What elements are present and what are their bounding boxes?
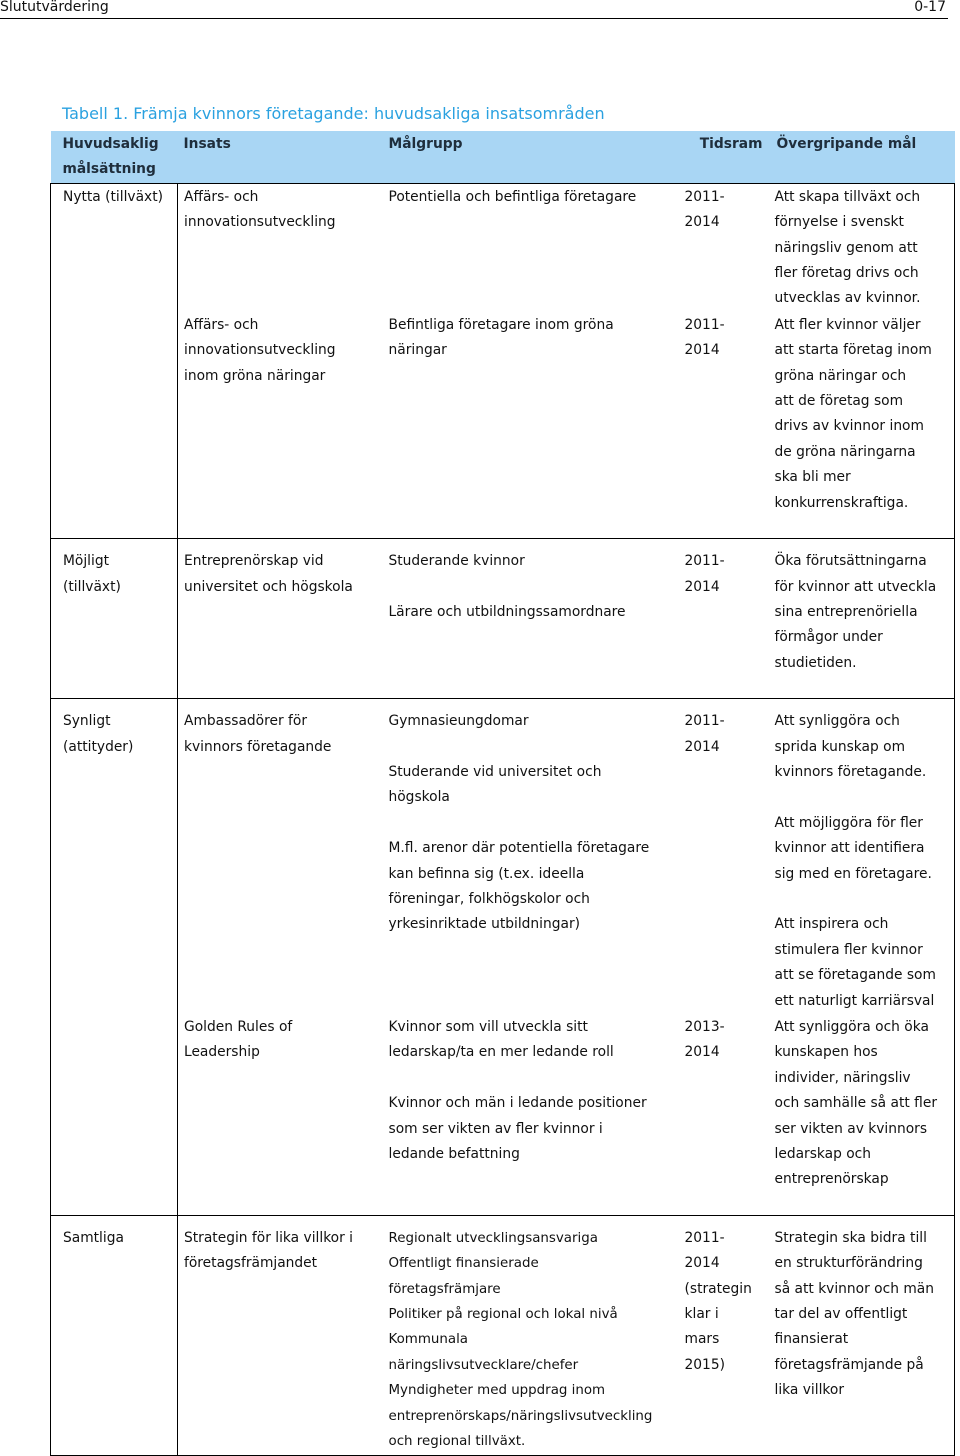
mal-cell: Att fler kvinnor väljer att starta företag inom gröna näringar och att de företag som drivs av kvinnor inom de gröna näringarna ska bli mer konkurrenskraftiga. [769, 312, 955, 539]
page-number: 0-17 [914, 0, 946, 15]
goal-cell: Samtliga [51, 1215, 178, 1455]
document-title: Slututvärdering [0, 0, 109, 15]
column-header-malgrupp: Målgrupp [383, 131, 679, 183]
tidsram-cell: 2011- 2014 (strategin klar i mars 2015) [679, 1215, 769, 1455]
mal-cell: Öka förutsättningarna för kvinnor att utveckla sina entreprenöriella förmågor under studietiden. [769, 539, 955, 699]
goal-cell: Synligt (attityder) [51, 699, 178, 1216]
insatsomraden-table [50, 131, 955, 1456]
insats-cell: Strategin för lika villkor i företagsfrämjandet [178, 1215, 383, 1455]
header-divider [0, 18, 948, 19]
column-header-tidsram: Tidsram [679, 131, 769, 183]
insats-cell: Ambassadörer för kvinnors företagande [178, 699, 383, 1014]
malgrupp-cell: Regionalt utvecklingsansvariga Offentligt finansierade företagsfrämjare Politiker på regional och lokal nivå Kommunala näringslivsutvecklare/chefer Myndigheter med uppdrag inom entreprenörskaps/näringslivsutveckling och regional tillväxt. [383, 1215, 679, 1455]
mal-cell: Strategin ska bidra till en strukturförändring så att kvinnor och män tar del av offentligt finansierat företagsfrämjande på lika villkor [769, 1215, 955, 1455]
table-header-row [51, 131, 955, 183]
tidsram-cell: 2011- 2014 [679, 699, 769, 1014]
tidsram-cell: 2013- 2014 [684, 1019, 725, 1061]
malgrupp-cell: Befintliga företagare inom gröna näringar [388, 316, 614, 359]
tidsram-cell: 2011- 2014 [679, 539, 769, 699]
insats-cell: Affärs- och innovationsutveckling inom gröna näringar [184, 316, 336, 384]
column-header-mal: Övergripande mål [769, 131, 955, 183]
malgrupp-cell: Studerande kvinnor Lärare och utbildningssamordnare [383, 539, 679, 699]
goal-cell: Nytta (tillväxt) [51, 183, 178, 538]
insats-cell: Entreprenörskap vid universitet och högskola [178, 539, 383, 699]
mal-cell: Att synliggöra och öka kunskapen hos individer, näringsliv och samhälle så att fler ser vikten av kvinnors ledarskap och entreprenörskap [769, 1014, 955, 1215]
malgrupp-cell: Gymnasieungdomar Studerande vid universitet och högskola M.fl. arenor där potentiella företagare kan befinna sig (t.ex. ideella föreningar, folkhögskolor och yrkesinriktade utbildningar) [383, 699, 679, 1014]
malgrupp-cell: Potentiella och befintliga företagare [388, 188, 637, 205]
mal-cell: Att synliggöra och sprida kunskap om kvinnors företagande. Att möjliggöra för fler kvinnor att identifiera sig med en företagare. Att inspirera och stimulera fler kvinnor att se företagande som ett naturligt karriärsval [769, 699, 955, 1014]
table-row [51, 312, 955, 539]
insats-cell: Golden Rules of Leadership [184, 1019, 293, 1061]
table-row [51, 183, 955, 312]
tidsram-cell: 2011- 2014 [684, 316, 725, 359]
malgrupp-cell: Kvinnor som vill utveckla sitt ledarskap/ta en mer ledande roll Kvinnor och män i ledande positioner som ser vikten av fler kvinnor i ledande befattning [388, 1019, 647, 1163]
column-header-insats: Insats [178, 131, 383, 183]
table-row [51, 539, 955, 699]
column-header-goal: Huvudsaklig målsättning [51, 131, 178, 183]
tidsram-cell: 2011- 2014 [684, 188, 725, 231]
table-row [51, 1215, 955, 1455]
mal-cell: Att skapa tillväxt och förnyelse i svenskt näringsliv genom att fler företag drivs och utvecklas av kvinnor. [769, 183, 955, 312]
table-row [51, 1014, 955, 1215]
page-header [0, 0, 960, 20]
table-row [51, 699, 955, 1014]
goal-cell: Möjligt (tillväxt) [51, 539, 178, 699]
insats-cell: Affärs- och innovationsutveckling [184, 188, 336, 231]
table-title: Tabell 1. Främja kvinnors företagande: huvudsakliga insatsområden [62, 104, 605, 123]
